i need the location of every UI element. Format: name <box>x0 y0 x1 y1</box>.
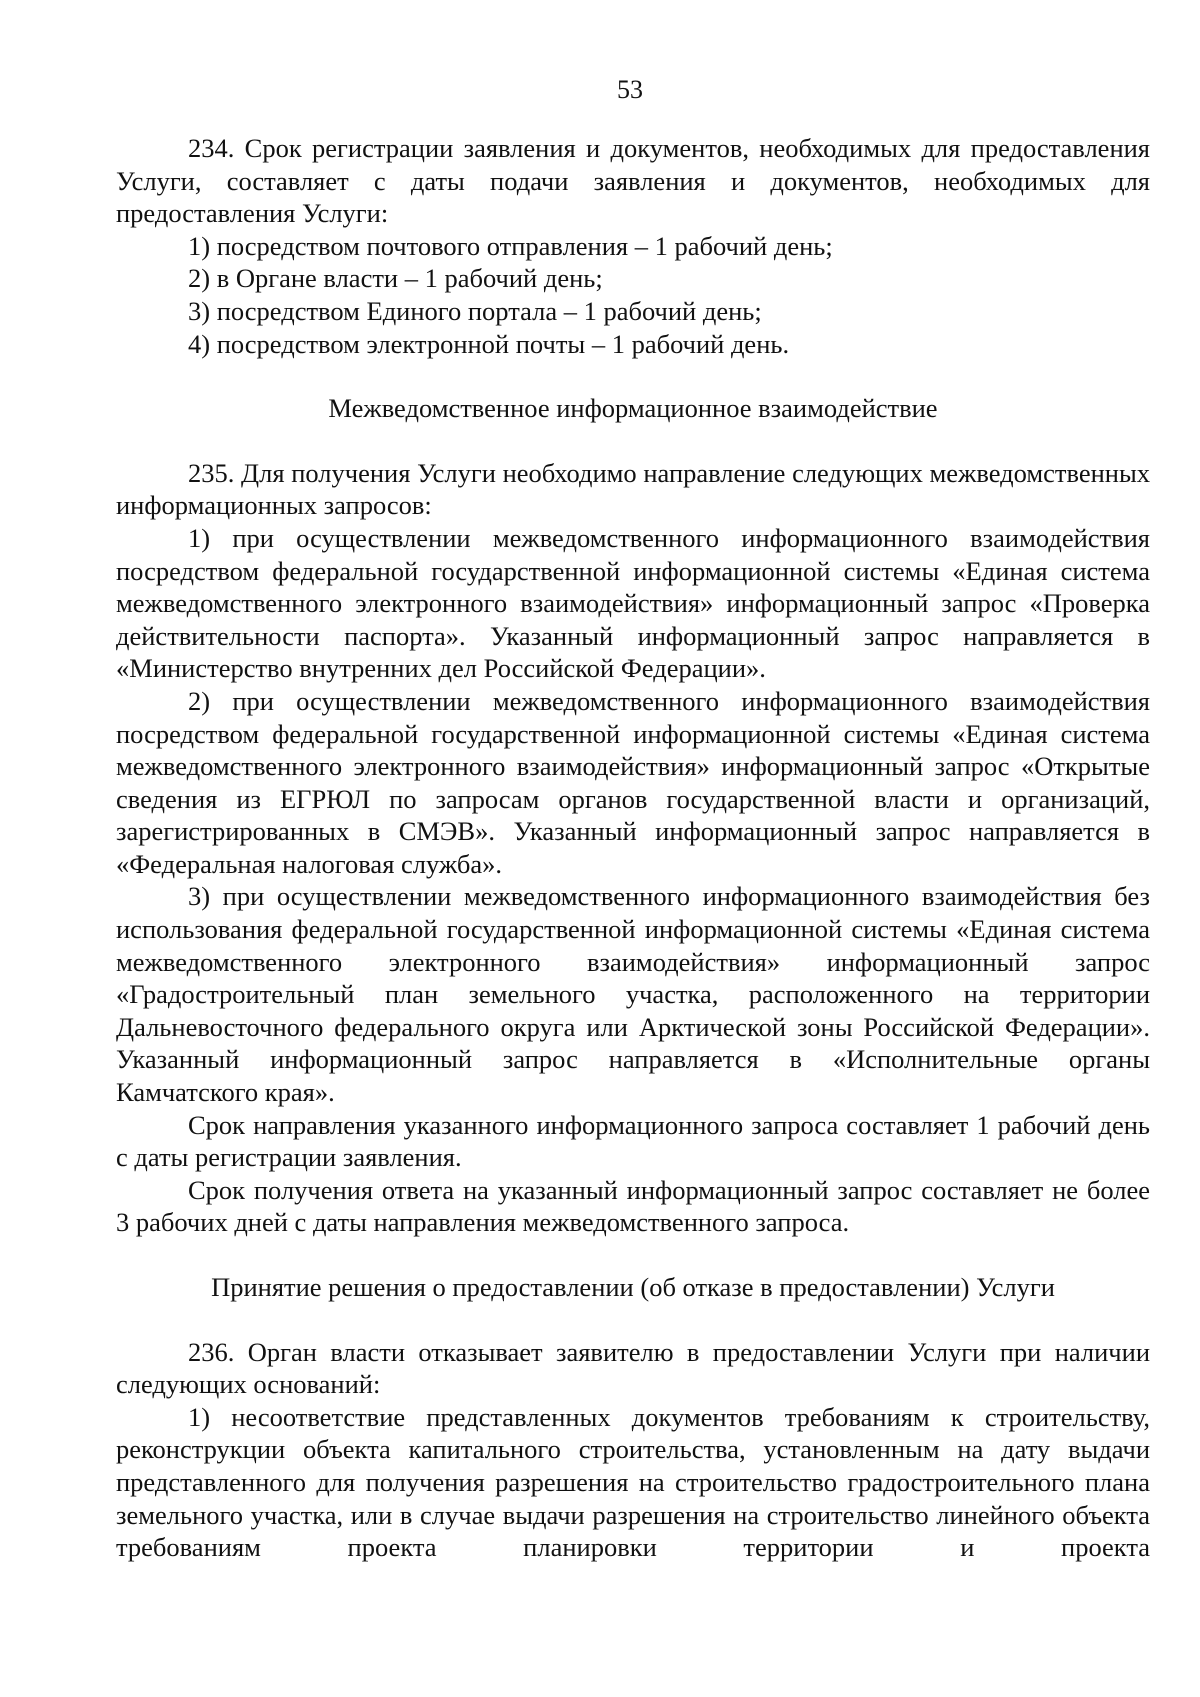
paragraph-request-deadline: Срок направления указанного информационного запроса составляет 1 рабочий день с даты регистрации заявления. <box>116 1109 1150 1173</box>
document-body <box>116 132 1150 1564</box>
paragraph-235-item-1: 1) при осуществлении межведомственного информационного взаимодействия посредством федеральной государственной информационной системы «Единая система межведомственного электронного взаимодействия» информационный запрос «Проверка действительности паспорта». Указанный информационный запрос направляется в «Министерство внутренних дел Российской Федерации». <box>116 522 1150 684</box>
list-item-3: 3) посредством Единого портала – 1 рабочий день; <box>188 295 762 326</box>
list-item-1: 1) посредством почтового отправления – 1 рабочий день; <box>188 230 833 261</box>
section-heading-interagency: Межведомственное информационное взаимодействие <box>328 393 938 424</box>
list-item-4: 4) посредством электронной почты – 1 рабочий день. <box>188 328 790 359</box>
page-number: 53 <box>617 75 643 104</box>
section-heading-decision: Принятие решения о предоставлении (об отказе в предоставлении) Услуги <box>211 1272 1055 1302</box>
paragraph-236: 236. Орган власти отказывает заявителю в предоставлении Услуги при наличии следующих оснований: <box>116 1336 1150 1400</box>
paragraph-235: 235. Для получения Услуги необходимо направление следующих межведомственных информационных запросов: <box>116 457 1150 521</box>
list-item-2: 2) в Органе власти – 1 рабочий день; <box>188 263 603 294</box>
paragraph-235-item-2: 2) при осуществлении межведомственного информационного взаимодействия посредством федеральной государственной информационной системы «Единая система межведомственного электронного взаимодействия» информационный запрос «Открытые сведения из ЕГРЮЛ по запросам органов государственной власти и организаций, зарегистрированных в СМЭВ». Указанный информационный запрос направляется в «Федеральная налоговая служба». <box>116 685 1150 879</box>
paragraph-236-item-1: 1) несоответствие представленных документов требованиям к строительству, реконструкции объекта капитального строительства, установленным на дату выдачи представленного для получения разрешения на строительство градостроительного плана земельного участка, или в случае выдачи разрешения на строительство линейного объекта требованиям проекта планировки территории и проекта <box>116 1401 1150 1563</box>
paragraph-response-deadline: Срок получения ответа на указанный информационный запрос составляет не более 3 рабочих дней с даты направления межведомственного запроса. <box>116 1174 1150 1238</box>
paragraph-234: 234. Срок регистрации заявления и документов, необходимых для предоставления Услуги, составляет с даты подачи заявления и документов, необходимых для предоставления Услуги: <box>116 133 1150 229</box>
paragraph-235-item-3: 3) при осуществлении межведомственного информационного взаимодействия без использования федеральной государственной информационной системы «Единая система межведомственного электронного взаимодействия» информационный запрос «Градостроительный план земельного участка, расположенного на территории Дальневосточного федерального округа или Арктической зоны Российской Федерации». Указанный информационный запрос направляется в «Исполнительные органы Камчатского края». <box>116 881 1150 1108</box>
